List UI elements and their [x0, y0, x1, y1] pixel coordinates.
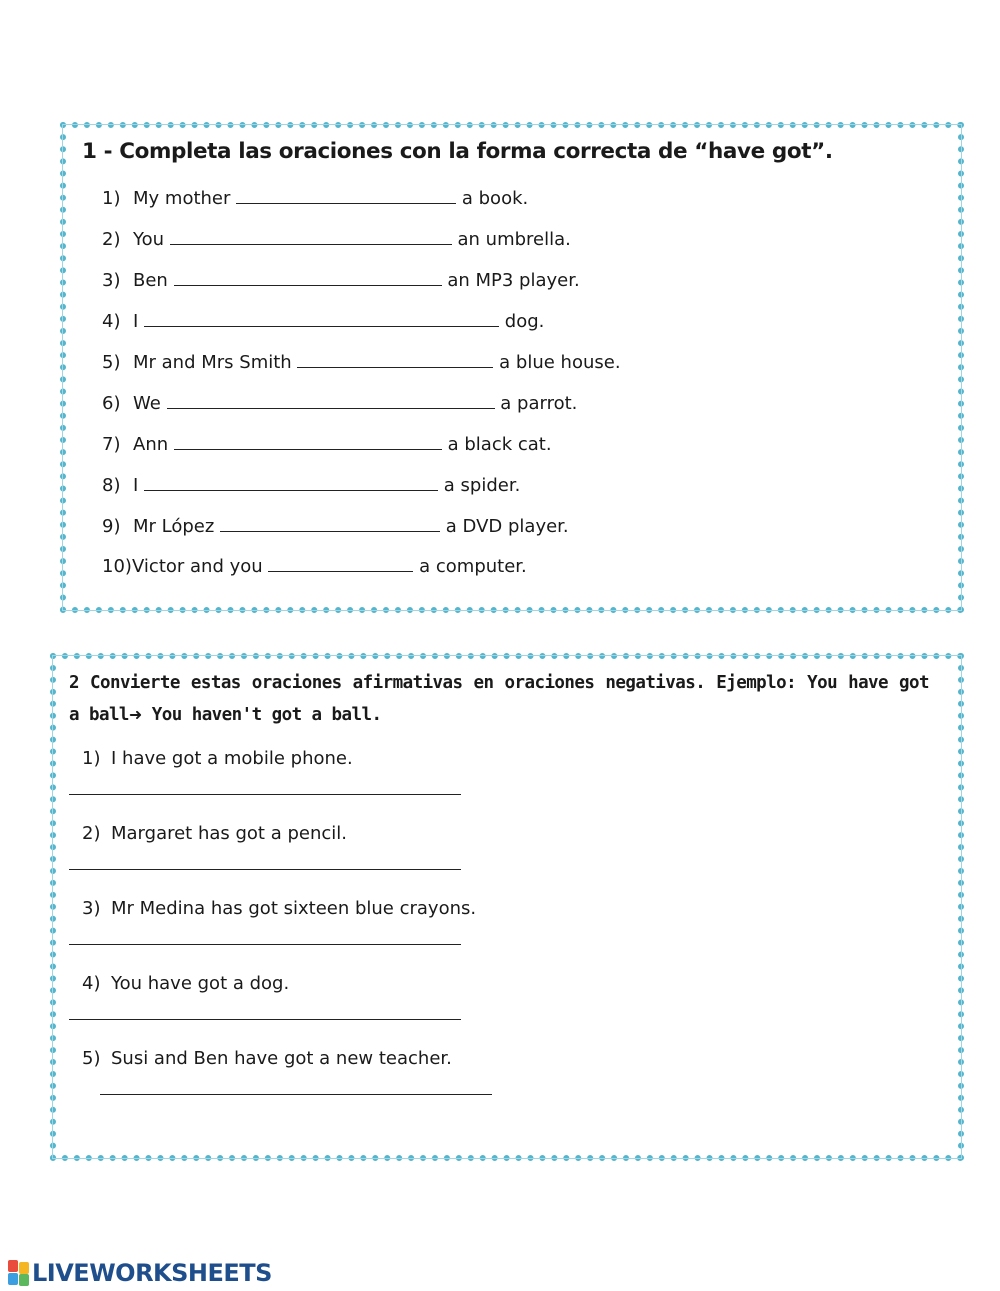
exercise-1-item [102, 229, 571, 250]
item-object: an MP3 player. [447, 270, 580, 291]
item-number: 6) [102, 393, 121, 414]
answer-blank[interactable] [144, 476, 438, 491]
item-sentence: Mr Medina has got sixteen blue crayons. [111, 898, 477, 919]
item-sentence: I have got a mobile phone. [111, 748, 353, 769]
item-number: 4) [102, 311, 121, 332]
answer-line[interactable] [69, 944, 461, 945]
instruction-text: 2 Convierte estas oraciones afirmativas en oraciones negativas. Ejemplo: You have got a ball [69, 673, 929, 725]
item-subject: I [133, 311, 139, 332]
answer-line[interactable] [69, 794, 461, 795]
item-subject: Victor and you [132, 556, 263, 577]
exercise-2-item [82, 1048, 452, 1069]
item-number: 8) [102, 475, 121, 496]
item-number: 10) [102, 556, 132, 577]
item-subject: My mother [133, 188, 231, 209]
answer-blank[interactable] [236, 189, 456, 204]
item-number: 9) [102, 516, 121, 537]
exercise-1-title: 1 - Completa las oraciones con la forma correcta de “have got”. [82, 139, 833, 164]
item-number: 3) [102, 270, 121, 291]
item-object: a blue house. [499, 352, 621, 373]
answer-blank[interactable] [174, 271, 442, 286]
exercise-2-item [82, 973, 289, 994]
answer-blank[interactable] [144, 312, 499, 327]
answer-blank[interactable] [268, 557, 413, 572]
exercise-1-item [102, 434, 552, 455]
item-subject: Mr López [133, 516, 215, 537]
item-number: 3) [82, 898, 101, 919]
answer-blank[interactable] [167, 394, 495, 409]
exercise-2-item [82, 748, 353, 769]
logo-text: LIVEWORKSHEETS [32, 1259, 272, 1287]
item-subject: Mr and Mrs Smith [133, 352, 292, 373]
answer-blank[interactable] [174, 435, 442, 450]
exercise-2-item [82, 898, 476, 919]
item-number: 5) [102, 352, 121, 373]
item-object: a spider. [443, 475, 521, 496]
item-subject: Ben [133, 270, 168, 291]
item-number: 2) [102, 229, 121, 250]
exercise-1-item [102, 516, 569, 537]
answer-line[interactable] [69, 1019, 461, 1020]
item-object: a black cat. [447, 434, 552, 455]
item-object: an umbrella. [457, 229, 571, 250]
item-object: a computer. [419, 556, 527, 577]
item-subject: I [133, 475, 139, 496]
item-number: 4) [82, 973, 101, 994]
item-number: 5) [82, 1048, 101, 1069]
item-number: 1) [102, 188, 121, 209]
item-number: 7) [102, 434, 121, 455]
item-sentence: Margaret has got a pencil. [111, 823, 347, 844]
item-object: a DVD player. [445, 516, 569, 537]
item-subject: You [133, 229, 165, 250]
exercise-2-instruction [69, 667, 929, 731]
item-sentence: You have got a dog. [111, 973, 290, 994]
exercise-2-item [82, 823, 347, 844]
item-object: a parrot. [500, 393, 578, 414]
exercise-1-item [102, 188, 528, 209]
exercise-1-item [102, 352, 621, 373]
example-answer: You haven't got a ball. [141, 705, 382, 725]
item-subject: We [133, 393, 161, 414]
item-subject: Ann [133, 434, 169, 455]
exercise-1-item [102, 311, 544, 332]
liveworksheets-logo [8, 1258, 272, 1288]
exercise-1-item [102, 475, 520, 496]
answer-blank[interactable] [170, 230, 452, 245]
logo-blocks-icon [8, 1260, 30, 1286]
item-sentence: Susi and Ben have got a new teacher. [111, 1048, 452, 1069]
answer-line[interactable] [100, 1094, 492, 1095]
exercise-1-item [102, 556, 527, 577]
item-number: 2) [82, 823, 101, 844]
exercise-1-item [102, 270, 580, 291]
arrow-right-icon: ➜ [128, 705, 142, 724]
answer-line[interactable] [69, 869, 461, 870]
exercise-1-item [102, 393, 577, 414]
answer-blank[interactable] [220, 517, 440, 532]
item-number: 1) [82, 748, 101, 769]
item-object: dog. [504, 311, 545, 332]
item-object: a book. [461, 188, 529, 209]
answer-blank[interactable] [297, 353, 493, 368]
